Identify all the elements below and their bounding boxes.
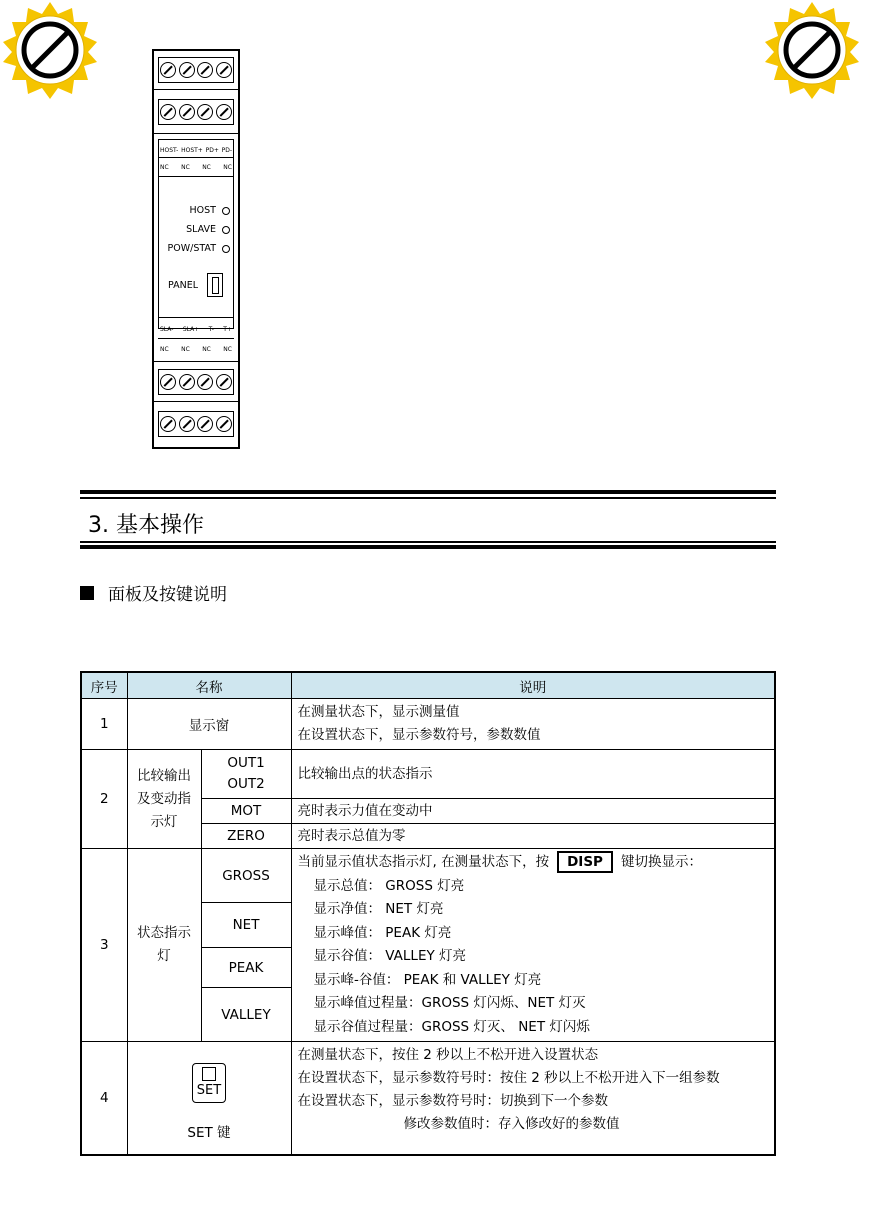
- screw-icon: [216, 416, 232, 432]
- led-slave: SLAVE: [186, 224, 230, 235]
- subsection-heading: [80, 580, 227, 605]
- screw-icon: [197, 104, 213, 120]
- section-rule-top-thin: [80, 497, 776, 499]
- screw-icon: [179, 62, 195, 78]
- screw-icon: [197, 62, 213, 78]
- top-terminal-labels: HOST- HOST+ PD+ PD-: [160, 147, 232, 154]
- table-row: 2 比较输出及变动指示灯 OUT1 OUT2 比较输出点的状态指示: [81, 750, 775, 799]
- terminal-row-4: [158, 411, 234, 437]
- led-pow-stat: POW/STAT: [168, 243, 230, 254]
- table-row: NET: [81, 903, 775, 948]
- panel-label: PANEL: [168, 280, 199, 291]
- table-row: 1 显示窗 在测量状态下，显示测量值 在设置状态下，显示参数符号，参数数值: [81, 699, 775, 750]
- led-host: HOST: [190, 205, 230, 216]
- screw-icon: [160, 104, 176, 120]
- screw-icon: [179, 416, 195, 432]
- screw-icon: [216, 374, 232, 390]
- terminal-row-1: [158, 57, 234, 83]
- set-key-icon: SET: [192, 1063, 226, 1103]
- table-row: MOT 亮时表示力值在变动中: [81, 799, 775, 824]
- subsection-title: 面板及按键说明: [108, 585, 227, 605]
- device-diagram: [152, 49, 240, 449]
- screw-icon: [216, 62, 232, 78]
- table-row: VALLEY: [81, 988, 775, 1042]
- table-row: 4 SET SET 键 在测量状态下，按住 2 秒以上不松开进入设置状态 在设置状态下，显示参数符号时：按住 2 秒以上不松开进入下一组参数 在设置状态下，显示参数符号时：切换到下一个参数 修改参数值时：存入修改好的参数值: [81, 1042, 775, 1155]
- screw-icon: [179, 104, 195, 120]
- screw-icon: [197, 416, 213, 432]
- panel-keys-table: [80, 671, 776, 1156]
- screw-icon: [179, 374, 195, 390]
- terminal-row-2: [158, 99, 234, 125]
- table-row: PEAK: [81, 948, 775, 988]
- terminal-row-3: [158, 369, 234, 395]
- led-indicator-icon: [222, 207, 230, 215]
- section-rule-top: [80, 490, 776, 494]
- header-no: 序号: [81, 672, 127, 699]
- screw-icon: [197, 374, 213, 390]
- screw-icon: [160, 62, 176, 78]
- bottom-terminal-labels: SLA- SLA+ T- T+: [160, 326, 232, 333]
- table-row: 3 状态指示灯 GROSS 当前显示值状态指示灯, 在测量状态下，按 DISP 键切换显示： 显示总值： GROSS 灯亮 显示净值： NET 灯亮 显示峰值： PEAK 灯亮 显示谷值： VALLEY 灯亮 显示峰-谷值： PEAK 和 VALLEY 灯亮 显示峰值过程量：GROSS 灯闪烁、NET 灯灭 显示谷值过程量：GROSS 灯灭、 NET 灯闪烁: [81, 849, 775, 903]
- section-title: 3. 基本操作: [88, 513, 204, 538]
- usb-port-icon: [207, 273, 223, 297]
- disp-key: DISP: [557, 851, 613, 873]
- header-desc: 说明: [291, 672, 775, 699]
- table-header-row: [81, 672, 775, 699]
- pdf-xchange-badge-left[interactable]: [0, 0, 100, 100]
- table-row: ZERO 亮时表示总值为零: [81, 824, 775, 849]
- section-rule-bottom-thin: [80, 541, 776, 543]
- led-indicator-icon: [222, 226, 230, 234]
- screw-icon: [216, 104, 232, 120]
- led-indicator-icon: [222, 245, 230, 253]
- header-name: 名称: [127, 672, 291, 699]
- top-nc-labels: NC NC NC NC: [160, 164, 232, 171]
- square-bullet-icon: [80, 586, 94, 600]
- pdf-xchange-badge-right[interactable]: [762, 0, 862, 100]
- section-rule-bottom: [80, 545, 776, 549]
- bottom-nc-labels: NC NC NC NC: [160, 346, 232, 353]
- screw-icon: [160, 416, 176, 432]
- screw-icon: [160, 374, 176, 390]
